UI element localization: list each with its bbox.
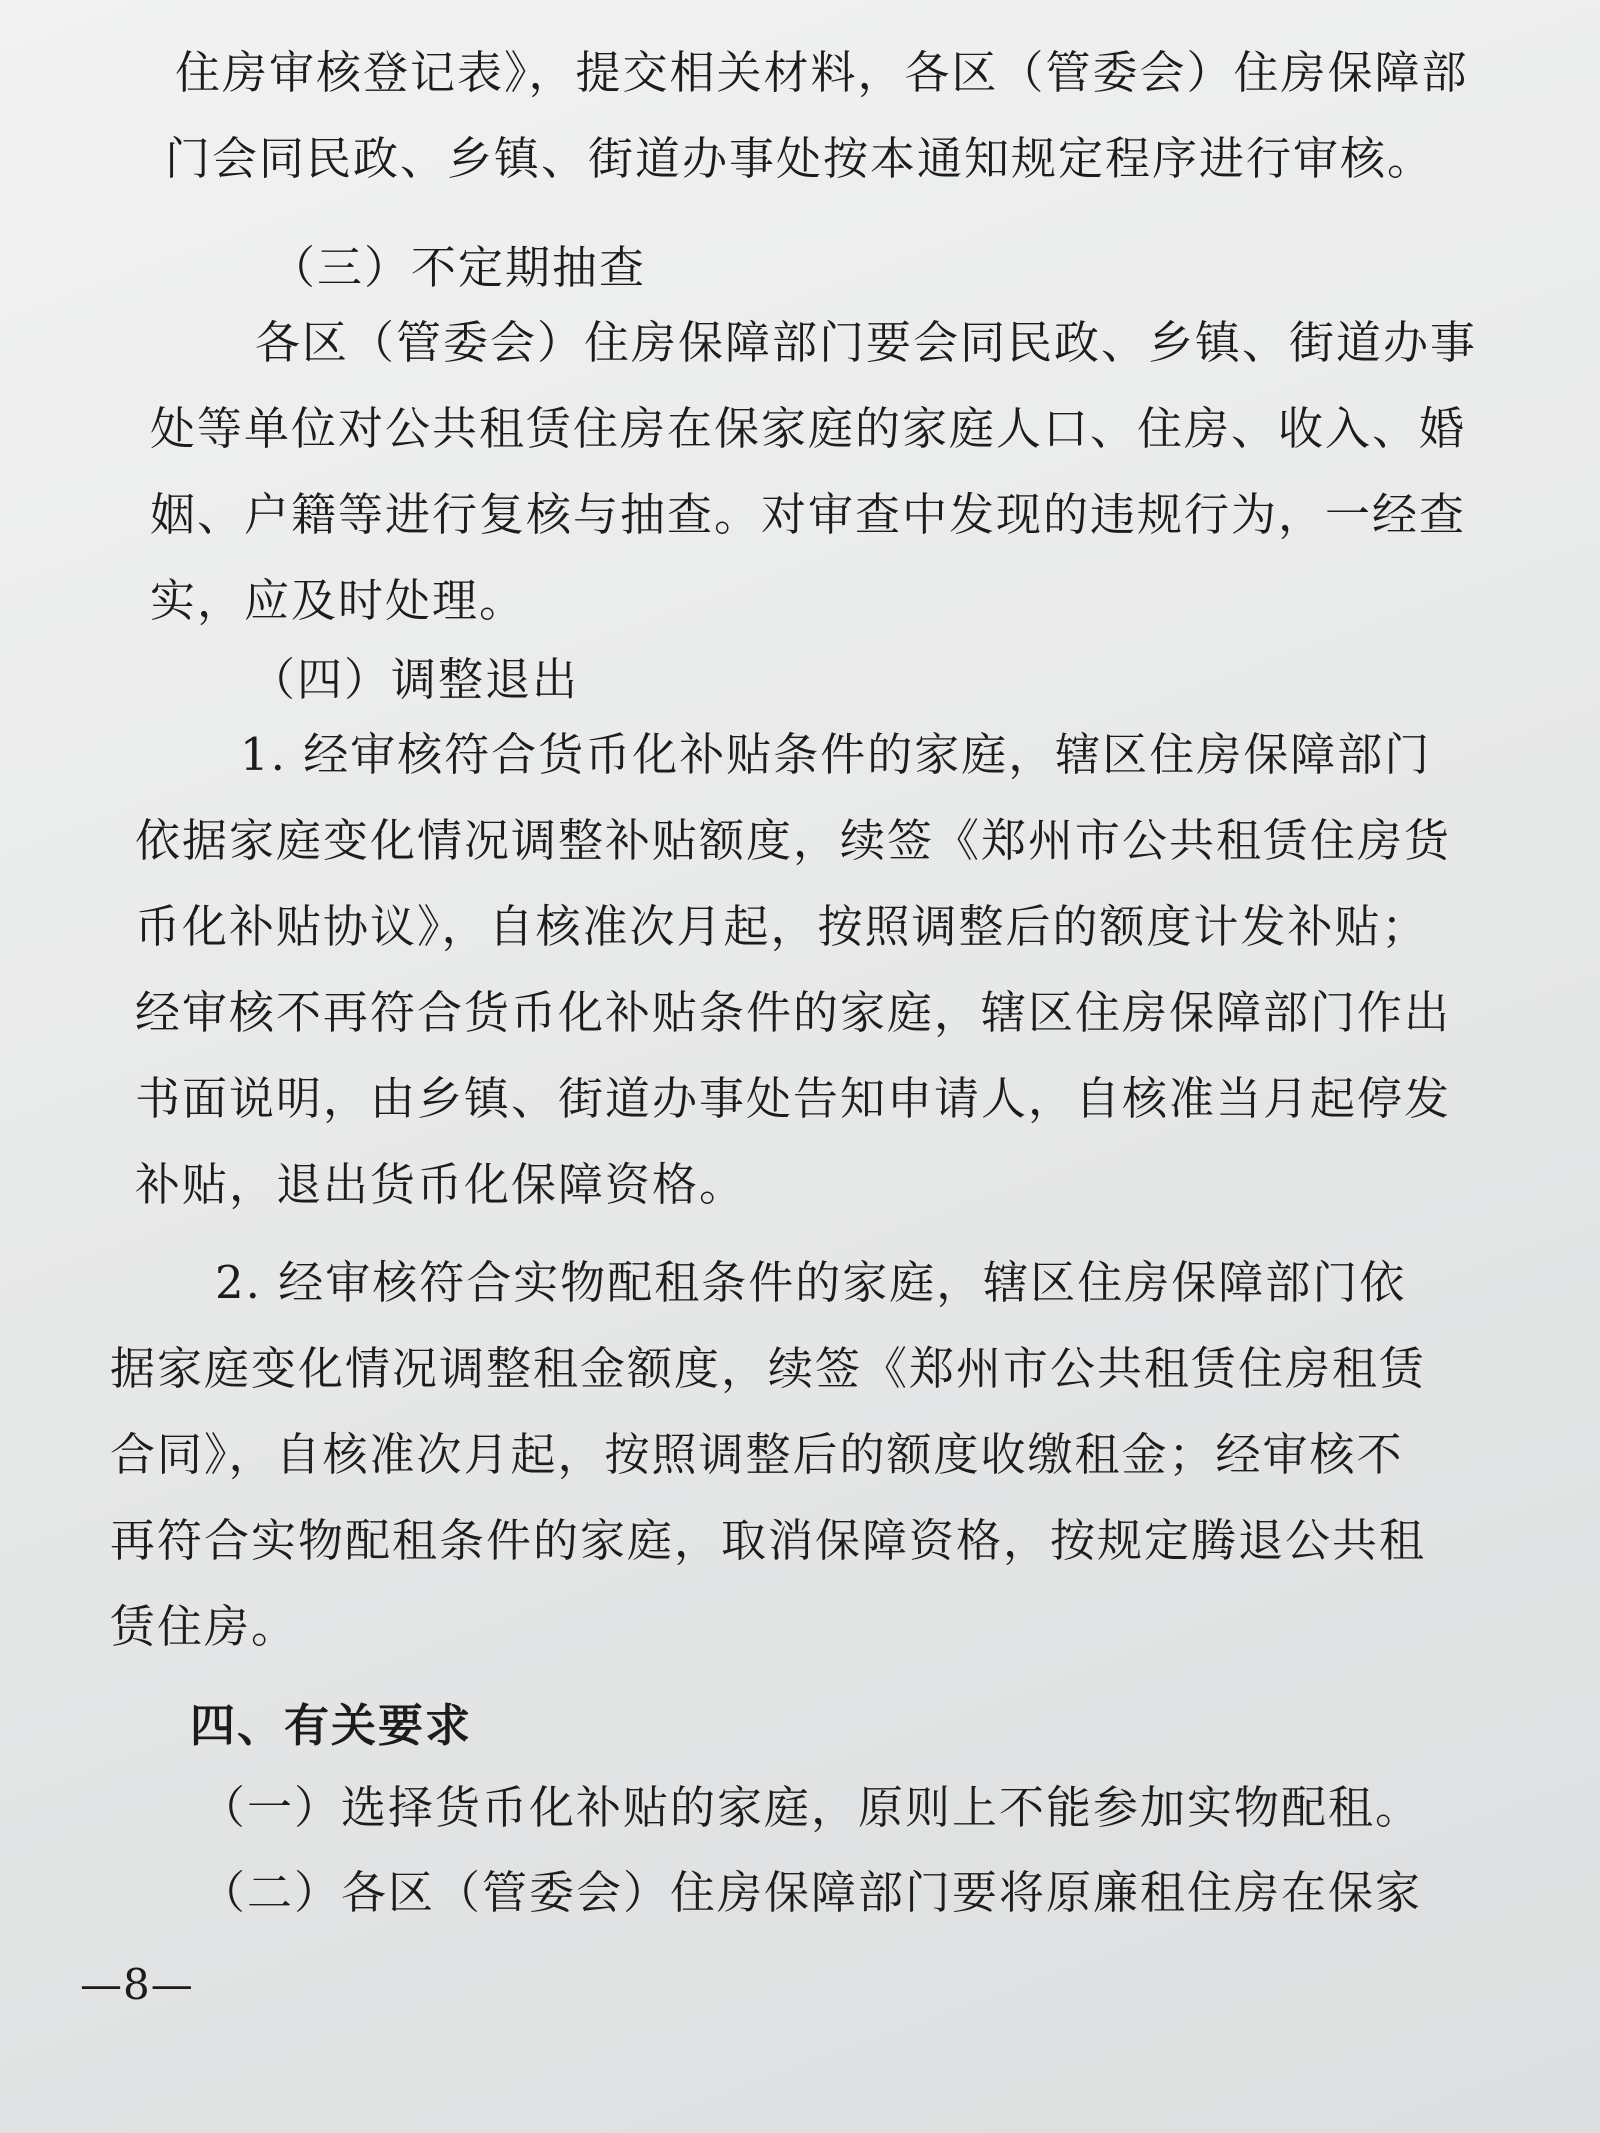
part-4-heading: 四、有关要求 (190, 1699, 473, 1752)
text-line: 实，应及时处理。 (150, 574, 527, 627)
section-4-item-2 (110, 1240, 1480, 1670)
text-line: 据家庭变化情况调整租金额度，续签《郑州市公共租赁住房租赁 (110, 1342, 1427, 1395)
text-line: 1. 经审核符合货币化补贴条件的家庭，辖区住房保障部门 (240, 728, 1432, 781)
text-line: 合同》，自核准次月起，按照调整后的额度收缴租金；经审核不 (110, 1428, 1404, 1481)
text-line: 书面说明，由乡镇、街道办事处告知申请人，自核准当月起停发 (135, 1072, 1452, 1125)
text-line: 姻、户籍等进行复核与抽查。对审查中发现的违规行为，一经查 (150, 488, 1467, 541)
text-line: 经审核不再符合货币化补贴条件的家庭，辖区住房保障部门作出 (135, 986, 1452, 1039)
section-3-paragraph (150, 300, 1478, 644)
text-line: 依据家庭变化情况调整补贴额度，续签《郑州市公共租赁住房货 (135, 814, 1452, 867)
text-line: 各区（管委会）住房保障部门要会同民政、乡镇、街道办事 (255, 316, 1478, 369)
section-4-item-1 (135, 712, 1475, 1228)
text-line: 住房审核登记表》，提交相关材料，各区（管委会）住房保障部 (175, 46, 1469, 99)
text-line: 再符合实物配租条件的家庭，取消保障资格，按规定腾退公共租 (110, 1514, 1427, 1567)
intro-paragraph (165, 30, 1469, 202)
text-line: 币化补贴协议》，自核准次月起，按照调整后的额度计发补贴； (135, 900, 1429, 953)
section-3-title: （三）不定期抽查 (270, 241, 647, 294)
page-number: —8— (80, 1960, 194, 2009)
text-line: 处等单位对公共租赁住房在保家庭的家庭人口、住房、收入、婚 (150, 402, 1467, 455)
text-line: 2. 经审核符合实物配租条件的家庭，辖区住房保障部门依 (215, 1256, 1407, 1309)
section-4-title: （四）调整退出 (250, 653, 580, 706)
part-4-item-1: （一）选择货币化补贴的家庭，原则上不能参加实物配租。 (200, 1781, 1423, 1834)
text-line: 赁住房。 (110, 1600, 299, 1653)
part-4-item-2: （二）各区（管委会）住房保障部门要将原廉租住房在保家 (200, 1866, 1423, 1919)
text-line: 门会同民政、乡镇、街道办事处按本通知规定程序进行审核。 (165, 132, 1435, 185)
text-line: 补贴，退出货币化保障资格。 (135, 1158, 747, 1211)
